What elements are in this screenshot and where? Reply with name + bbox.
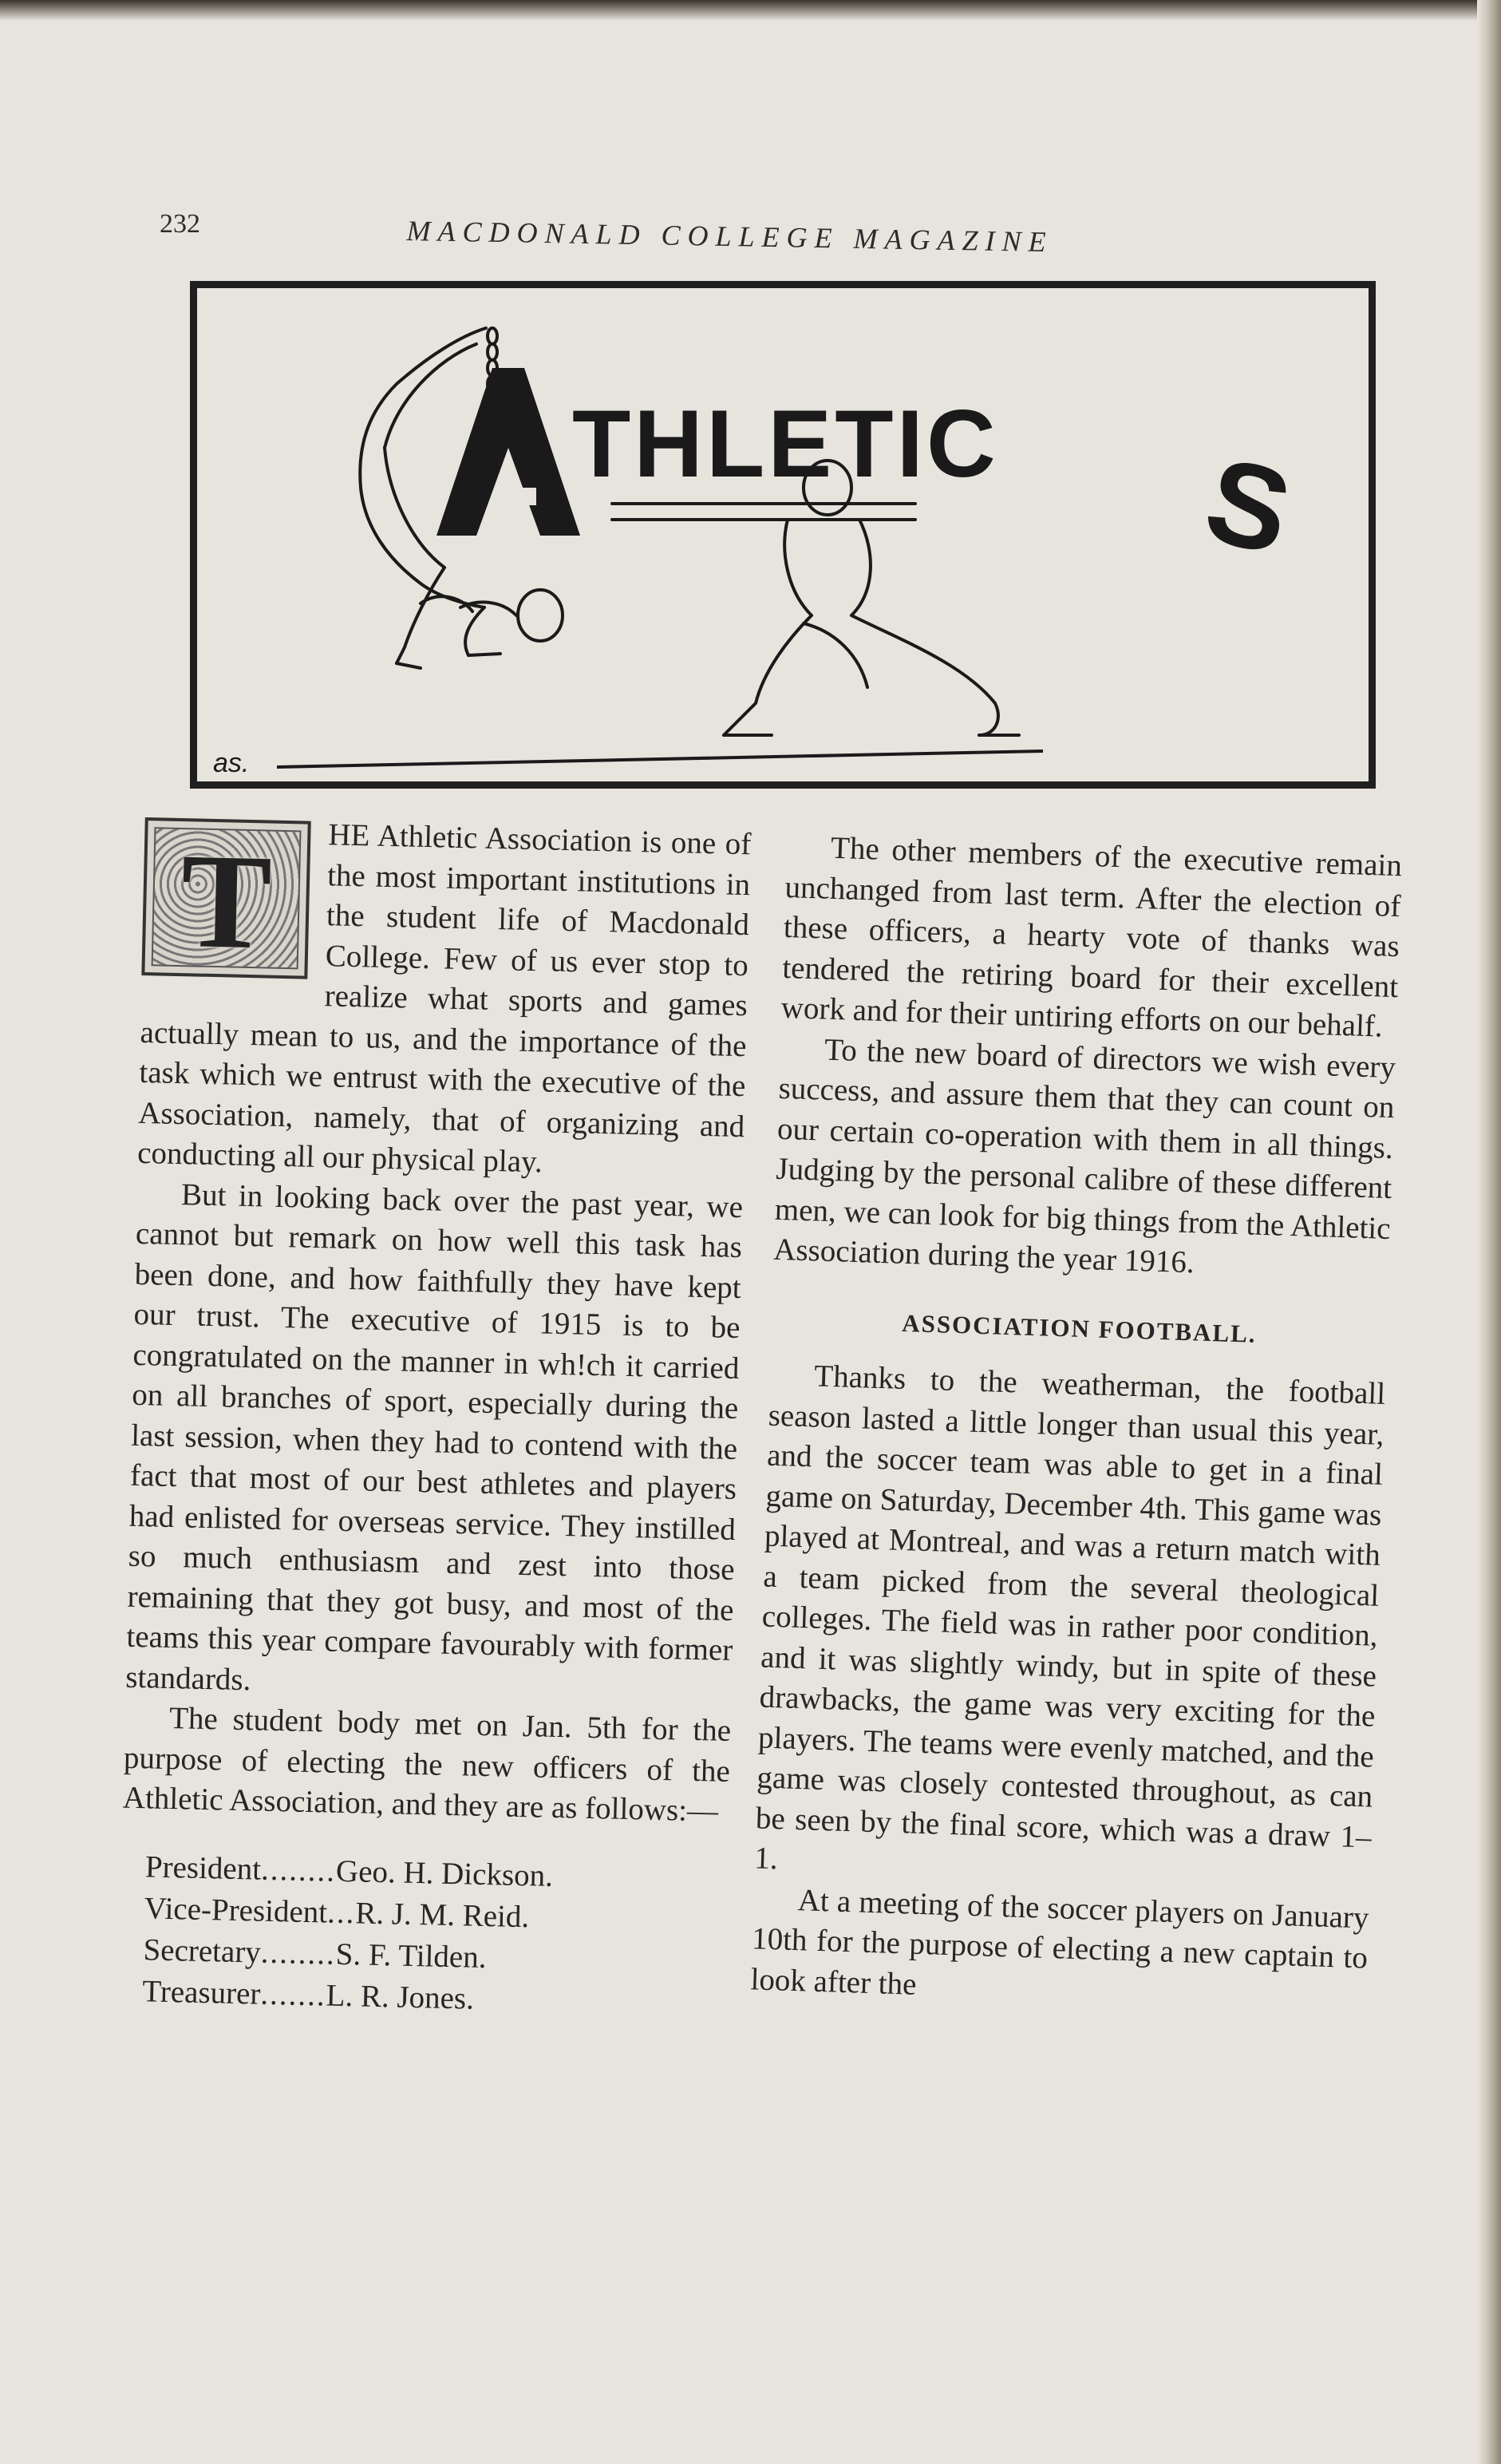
officer-dots: .......: [259, 1976, 327, 2013]
paragraph-new-board: To the new board of directors we wish every success, and assure them that they can count on our certain co-operation with them in all things. Judging by the personal calibre of these different men, we can look for big things from the Athletic Association during the year 1916.: [772, 1032, 1396, 1280]
officer-role: Treasurer: [141, 1973, 261, 2011]
section-heading: ASSOCIATION FOOTBALL.: [901, 1308, 1258, 1348]
banner-title-s: S: [1193, 430, 1304, 581]
officer-name: S. F. Tilden.: [335, 1936, 488, 1975]
officer-name: Geo. H. Dickson.: [335, 1853, 554, 1893]
banner-title-text: THLETIC: [572, 390, 999, 497]
paragraph-football: Thanks to the weatherman, the football season lasted a little longer than usual this year, and the soccer team was able to get in a final game on Saturday, December 4th. This game was played at Montreal, and was a return match with a team picked from the several theological colleges. The field was in rather poor condition, and it was slightly windy, but in spite of these drawbacks, the game was very exciting for the players. The teams were evenly matched, and the game was closely contested throughout, as can be seen by the final score, which was a draw 1–1.: [753, 1359, 1386, 1877]
strongman-figure: [612, 461, 1019, 735]
officer-dots: ...: [326, 1895, 356, 1930]
officer-name: R. J. M. Reid.: [354, 1895, 530, 1934]
officers-list: [118, 1845, 729, 2025]
page-top-edge: [0, 0, 1501, 21]
ornamental-drop-cap: [141, 817, 310, 979]
artist-initials: as.: [213, 748, 250, 778]
page-number: 232: [160, 209, 200, 239]
officer-role: President: [144, 1849, 262, 1887]
paragraph-past-year: But in looking back over the past year, we cannot but remark on how well this task has been done, and how faithfully they have kept our trust. The executive of 1915 is to be congratulated on the manner in wh!ch it carried on all branches of sport, especially during the last session, when they had to contend with the fact that most of our best athletes and players had enlisted for overseas service. They instilled so much enthusiasm and zest into those remaining that they got busy, and most of the teams this year compare favourably with former standards.: [124, 1177, 744, 1697]
letter-a-shape: [436, 368, 580, 536]
right-column: [750, 827, 1403, 2019]
running-title: MACDONALD COLLEGE MAGAZINE: [406, 214, 1053, 259]
athletics-banner: [190, 281, 1376, 789]
intro-paragraph: [137, 811, 752, 1188]
intro-text: HE Athletic Association is one of the most important institutions in the student life of Macdonald College. Few of us ever stop to realize what sports and games actually mean to us, and the importance of the task which we entrust with the executive of the Association, namely, that of organizing and conducting all our physical play.: [136, 817, 752, 1180]
drop-cap-letter: T: [179, 825, 274, 978]
ground-line: [277, 751, 1043, 767]
officer-dots: ........: [260, 1852, 337, 1889]
athletics-illustration: [197, 288, 1369, 781]
left-column: [118, 811, 752, 2025]
paragraph-executive: The other members of the executive remain unchanged from last term. After the election of these officers, a hearty vote of thanks was tendered the retiring board for their excellent work and for their untiring efforts on our behalf.: [780, 830, 1403, 1044]
officer-role: Vice-President: [144, 1890, 328, 1930]
officer-dots: ........: [260, 1935, 337, 1972]
officer-name: L. R. Jones.: [326, 1978, 475, 2016]
page-right-edge: [1477, 0, 1501, 2464]
paragraph-election: The student body met on Jan. 5th for the purpose of electing the new officers of the Athletic Association, and they are as follows:—: [122, 1700, 732, 1829]
officer-role: Secretary: [143, 1932, 262, 1970]
paragraph-meeting: At a meeting of the soccer players on January 10th for the purpose of electing a new captain to look after the: [749, 1882, 1370, 2002]
